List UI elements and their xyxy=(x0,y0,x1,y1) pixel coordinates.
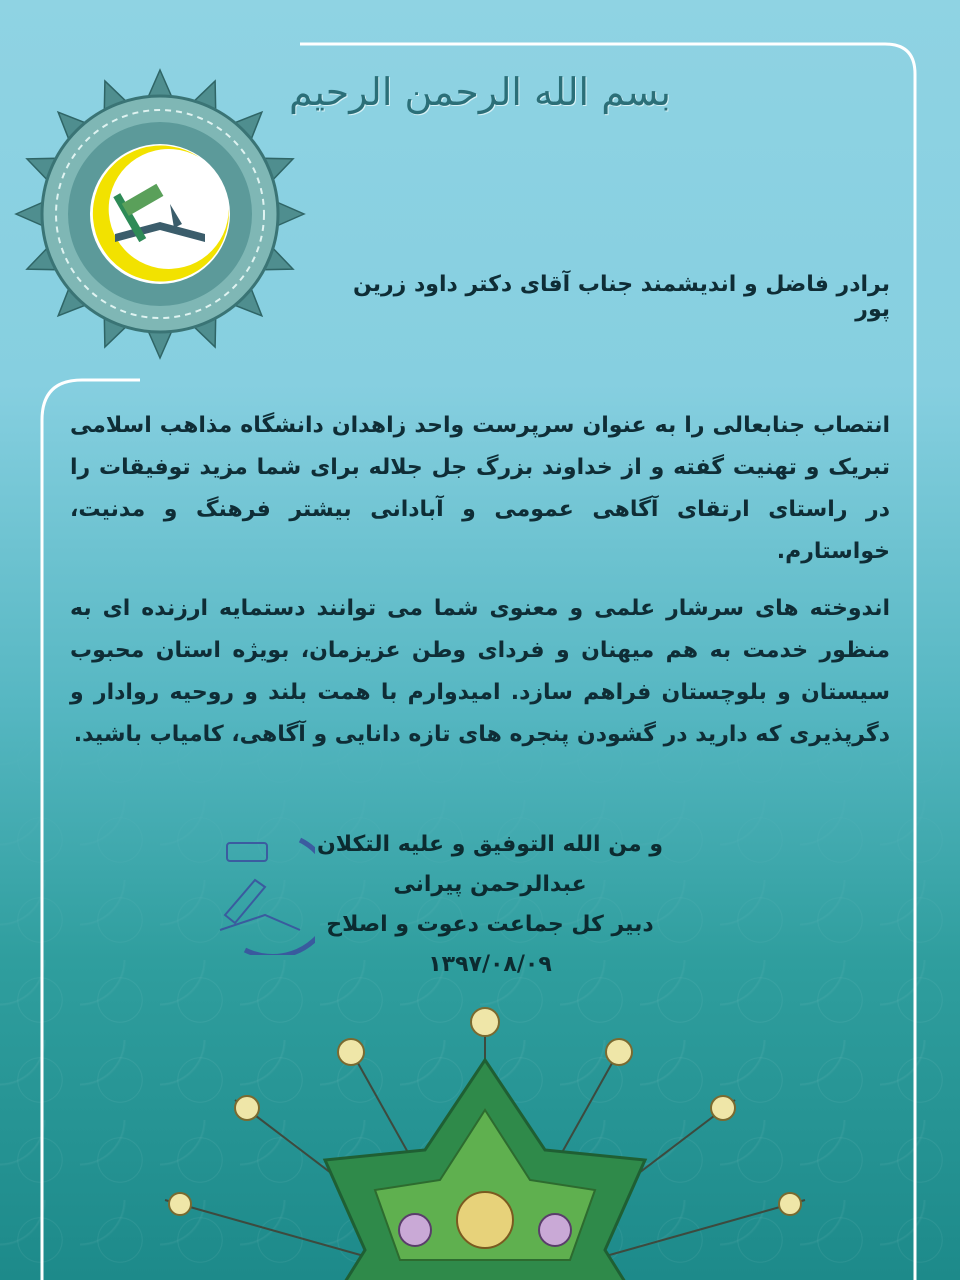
signature-block xyxy=(250,825,730,985)
recipient-line: برادر فاضل و اندیشمند جناب آقای دکتر داود زرین پور xyxy=(352,272,890,322)
letter-date: ۱۳۹۷/۰۸/۰۹ xyxy=(428,952,552,977)
letter-paragraph-1: انتصاب جنابعالی را به عنوان سرپرست واحد زاهدان دانشگاه مذاهب اسلامی تبریک و تهنیت گفته و از خداوند بزرگ جل جلاله برای شما مزید توفیقات را در راستای ارتقای آگاهی عمومی و آبادانی بیشتر فرهنگ و مدنیت، خواستارم. xyxy=(70,413,890,564)
closing-phrase: و من الله التوفیق و علیه التکلان xyxy=(316,832,664,857)
signer-title: دبیر کل جماعت دعوت و اصلاح xyxy=(326,912,654,937)
organization-logo-icon xyxy=(14,68,306,360)
basmala-calligraphy: بسم الله الرحمن الرحیم xyxy=(289,70,671,114)
letter-paragraph-2: اندوخته های سرشار علمی و معنوی شما می توانند دستمایه ارزنده ای به منظور خدمت به هم میهنان و فردای وطن عزیزمان، بویژه استان محبوب سیستان و بلوچستان فراهم سازد. امیدوارم با همت بلند و روحیه روادار و دگرپذیری که دارید در گشودن پنجره های تازه دانایی و آگاهی، کامیاب باشید. xyxy=(70,596,890,747)
floral-ornament-icon xyxy=(140,990,830,1280)
signer-name: عبدالرحمن پیرانی xyxy=(393,872,587,897)
